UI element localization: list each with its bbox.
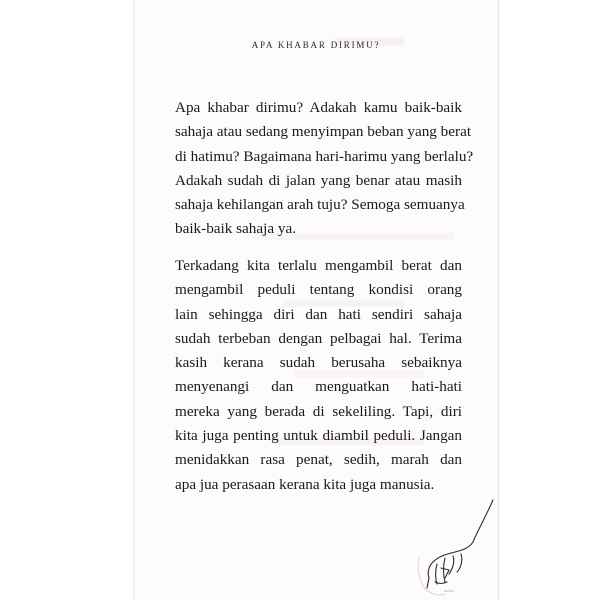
paragraph-2 — [175, 254, 462, 497]
text-line: Terkadang kita terlalu mengambil berat dan — [175, 257, 462, 274]
text-line: apa jua perasaan kerana kita juga manusia. — [175, 475, 435, 493]
text-line: mengambil peduli tentang kondisi orang — [175, 281, 462, 299]
text-line: mereka yang berada di sekeliling. Tapi, diri — [175, 402, 462, 420]
text-line: kita juga penting untuk diambil peduli. Jangan — [175, 427, 462, 445]
text-line: baik-baik sahaja ya. — [175, 220, 297, 238]
text-line: menyenangi dan menguatkan hati-hati — [175, 378, 462, 396]
hand-illustration — [415, 498, 495, 598]
text-line: sahaja kehilangan arah tuju? Semoga semuanya — [175, 196, 465, 214]
text-line: lain sehingga diri dan hati sendiri sahaja — [175, 305, 462, 323]
text-line: Apa khabar dirimu? Adakah kamu baik-baik — [175, 99, 462, 116]
text-line: sahaja atau sedang menyimpan beban yang berat — [175, 123, 472, 141]
text-line: di hatimu? Bagaimana hari-harimu yang berlalu? — [175, 147, 474, 165]
text-line: menidakkan rasa penat, sedih, marah dan — [175, 451, 462, 469]
text-line: Adakah sudah di jalan yang benar atau masih — [175, 171, 462, 189]
text-line: sudah terbeban dengan pelbagai hal. Terima — [175, 329, 462, 347]
paragraph-1 — [175, 96, 474, 242]
text-line: kasih kerana sudah berusaha sebaiknya — [175, 354, 462, 372]
running-head: APA KHABAR DIRIMU? — [251, 40, 381, 50]
